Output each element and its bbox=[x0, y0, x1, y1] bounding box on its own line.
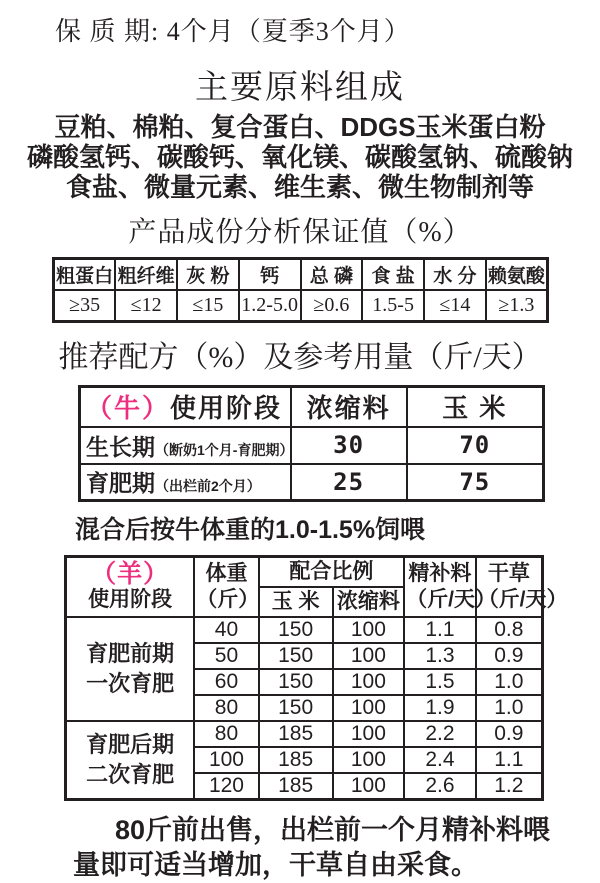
cell-concentrate: 100 bbox=[333, 643, 405, 669]
cattle-growth-stage-note: （断奶1个月-育肥期） bbox=[155, 441, 294, 458]
cattle-fattening-stage-cell bbox=[80, 464, 291, 501]
analysis-header-calcium: 钙 bbox=[239, 259, 301, 290]
cattle-stage-header-cell bbox=[80, 387, 291, 427]
sheep-feeding-table bbox=[64, 555, 568, 801]
analysis-header-ash: 灰 粉 bbox=[177, 259, 239, 290]
sheep-concentrate-header: 浓缩料 bbox=[333, 587, 405, 617]
cell-hay: 1.1 bbox=[476, 747, 543, 773]
analysis-value-phosphorus: ≥0.6 bbox=[301, 290, 363, 322]
cell-concentrate: 100 bbox=[333, 617, 405, 643]
cell-corn: 150 bbox=[259, 669, 333, 695]
analysis-header-row bbox=[54, 259, 548, 290]
sheep-weight-header-line2: （斤） bbox=[196, 587, 260, 611]
cattle-stage-header: 使用阶段 bbox=[170, 393, 283, 424]
sheep-corn-header: 玉 米 bbox=[259, 587, 333, 617]
sheep-early-group-label bbox=[66, 617, 195, 721]
cell-supplement: 1.1 bbox=[404, 617, 476, 643]
cell-concentrate: 100 bbox=[333, 747, 405, 773]
cell-hay: 1.2 bbox=[476, 773, 543, 800]
main-title: 主要原料组成 bbox=[195, 70, 405, 106]
cattle-row-growth bbox=[80, 427, 544, 464]
cell-hay: 0.9 bbox=[476, 721, 543, 747]
cattle-growth-stage-cell bbox=[80, 427, 294, 464]
sheep-early-label-line1: 育肥前期 bbox=[86, 640, 175, 666]
cell-weight: 60 bbox=[194, 669, 258, 695]
cell-corn: 150 bbox=[259, 617, 333, 643]
sheep-late-label-line2: 二次育肥 bbox=[86, 761, 175, 787]
sheep-supplement-header-cell bbox=[404, 557, 496, 617]
cell-hay: 0.8 bbox=[476, 617, 543, 643]
cell-concentrate: 100 bbox=[333, 695, 405, 721]
cell-corn: 185 bbox=[259, 721, 333, 747]
cell-supplement: 2.4 bbox=[404, 747, 476, 773]
cattle-growth-corn: 70 bbox=[407, 427, 544, 464]
sheep-stage-header: 使用阶段 bbox=[88, 587, 173, 611]
footer-line-1: 80斤前出售，出栏前一个月精补料喂 bbox=[115, 814, 551, 845]
analysis-value-moisture: ≤14 bbox=[424, 290, 486, 322]
sheep-header-row-1 bbox=[66, 557, 543, 587]
sheep-late-label-line1: 育肥后期 bbox=[86, 731, 175, 757]
analysis-value-lysine: ≥1.3 bbox=[486, 290, 548, 322]
analysis-header-crude-protein: 粗蛋白 bbox=[54, 259, 116, 290]
ingredients-line-3: 食盐、微量元素、维生素、微生物制剂等 bbox=[65, 172, 534, 202]
ingredients-line-2: 磷酸氢钙、碳酸钙、氧化镁、碳酸氢钠、硫酸钠 bbox=[26, 142, 573, 172]
analysis-value-crude-fiber: ≤12 bbox=[115, 290, 177, 322]
cattle-feeding-note: 混合后按牛体重的1.0-1.5%饲喂 bbox=[75, 516, 426, 544]
analysis-value-salt: 1.5-5 bbox=[362, 290, 424, 322]
analysis-header-lysine: 赖氨酸 bbox=[486, 259, 548, 290]
sheep-early-row-1 bbox=[66, 617, 543, 643]
cell-supplement: 1.3 bbox=[404, 643, 476, 669]
sheep-hay-header-line1: 干草 bbox=[487, 561, 530, 585]
sheep-stage-header-cell bbox=[66, 557, 195, 617]
analysis-table bbox=[52, 257, 549, 323]
cell-supplement: 2.2 bbox=[404, 721, 476, 747]
cattle-species-label: （牛） bbox=[86, 393, 171, 424]
cell-concentrate: 100 bbox=[333, 721, 405, 747]
sheep-weight-header-cell bbox=[194, 557, 258, 617]
cell-weight: 100 bbox=[194, 747, 258, 773]
analysis-value-row bbox=[54, 290, 548, 322]
cell-supplement: 1.5 bbox=[404, 669, 476, 695]
cell-hay: 1.0 bbox=[476, 695, 543, 721]
cell-corn: 150 bbox=[259, 695, 333, 721]
cell-supplement: 1.9 bbox=[404, 695, 476, 721]
cell-weight: 120 bbox=[194, 773, 258, 800]
analysis-value-crude-protein: ≥35 bbox=[54, 290, 116, 322]
cattle-fattening-concentrate: 25 bbox=[291, 464, 407, 501]
cattle-fattening-stage-note: （出栏前2个月） bbox=[155, 478, 261, 495]
sheep-hay-header-cell bbox=[476, 557, 568, 617]
sheep-hay-header-line2: （斤/天） bbox=[477, 587, 568, 611]
sheep-supplement-header-line2: （斤/天） bbox=[406, 587, 496, 611]
cell-hay: 1.0 bbox=[476, 669, 543, 695]
sheep-supplement-header-line1: 精补料 bbox=[408, 561, 472, 585]
shelf-life-text: 保 质 期: 4个月（夏季3个月） bbox=[55, 17, 411, 46]
analysis-title: 产品成份分析保证值（%） bbox=[128, 217, 472, 248]
cattle-growth-stage: 生长期 bbox=[86, 433, 155, 460]
ingredients-paragraph bbox=[0, 112, 600, 202]
analysis-header-phosphorus: 总 磷 bbox=[301, 259, 363, 290]
cell-concentrate: 100 bbox=[333, 669, 405, 695]
cattle-row-fattening bbox=[80, 464, 544, 501]
cattle-feeding-table bbox=[78, 385, 545, 502]
sheep-weight-header-line1: 体重 bbox=[205, 561, 248, 585]
cell-hay: 0.9 bbox=[476, 643, 543, 669]
cattle-growth-concentrate: 30 bbox=[291, 427, 407, 464]
cattle-fattening-corn: 75 bbox=[407, 464, 544, 501]
cell-weight: 50 bbox=[194, 643, 258, 669]
analysis-value-calcium: 1.2-5.0 bbox=[239, 290, 301, 322]
cattle-fattening-stage: 育肥期 bbox=[86, 470, 155, 497]
sheep-ratio-header: 配合比例 bbox=[259, 557, 404, 587]
analysis-header-salt: 食 盐 bbox=[362, 259, 424, 290]
cattle-header-concentrate: 浓缩料 bbox=[291, 387, 407, 427]
footer-line-2: 量即可适当增加，干草自由采食。 bbox=[73, 849, 478, 880]
analysis-value-ash: ≤15 bbox=[177, 290, 239, 322]
cell-weight: 40 bbox=[194, 617, 258, 643]
cell-weight: 80 bbox=[194, 721, 258, 747]
footer-note bbox=[73, 813, 600, 883]
feed-label-page bbox=[0, 11, 600, 880]
sheep-late-row-1 bbox=[66, 721, 543, 747]
cell-supplement: 2.6 bbox=[404, 773, 476, 800]
cell-weight: 80 bbox=[194, 695, 258, 721]
recommend-title: 推荐配方（%）及参考用量（斤/天） bbox=[58, 341, 542, 374]
cell-corn: 150 bbox=[259, 643, 333, 669]
ingredients-line-1: 豆粕、棉粕、复合蛋白、DDGS玉米蛋白粉 bbox=[54, 112, 546, 142]
sheep-early-label-line2: 一次育肥 bbox=[86, 670, 175, 696]
cell-concentrate: 100 bbox=[333, 773, 405, 800]
sheep-species-label: （羊） bbox=[91, 559, 170, 588]
cell-corn: 185 bbox=[259, 747, 333, 773]
analysis-header-crude-fiber: 粗纤维 bbox=[115, 259, 177, 290]
analysis-header-moisture: 水 分 bbox=[424, 259, 486, 290]
cell-corn: 185 bbox=[259, 773, 333, 800]
sheep-late-group-label bbox=[66, 721, 195, 800]
cattle-header-corn: 玉 米 bbox=[407, 387, 544, 427]
cattle-header-row bbox=[80, 387, 544, 427]
